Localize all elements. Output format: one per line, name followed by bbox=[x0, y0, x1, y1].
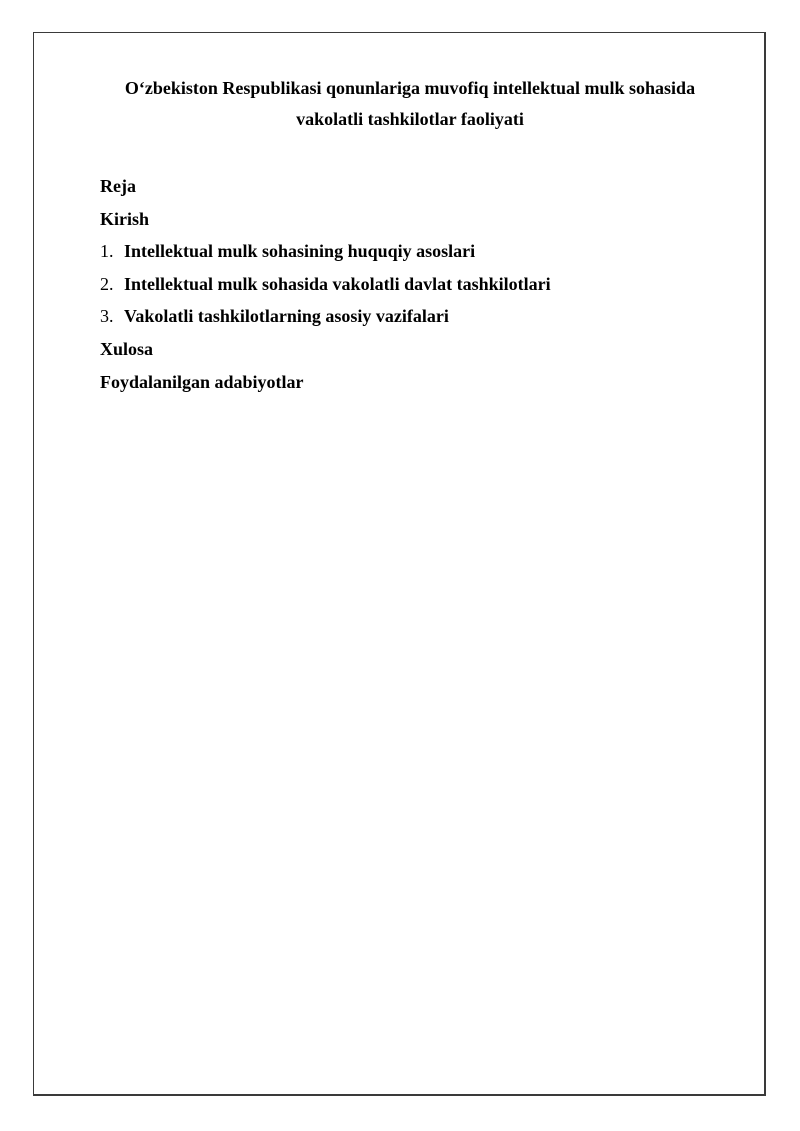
section-conclusion: Xulosa bbox=[100, 338, 154, 359]
section-item-1-number: 1. bbox=[100, 241, 114, 262]
plan-heading: Reja bbox=[100, 176, 136, 196]
section-introduction: Kirish bbox=[100, 208, 150, 229]
section-item-1 bbox=[100, 235, 740, 268]
section-item-3-text: Vakolatli tashkilotlarning asosiy vazifalari bbox=[124, 306, 449, 327]
section-item-3-number: 3. bbox=[100, 306, 114, 327]
section-item-2-text: Intellektual mulk sohasida vakolatli davlat tashkilotlari bbox=[124, 273, 551, 294]
section-item-1-text: Intellektual mulk sohasining huquqiy asoslari bbox=[124, 241, 476, 262]
plan-outline bbox=[100, 170, 740, 398]
document-title bbox=[60, 73, 760, 135]
section-item-2 bbox=[100, 268, 740, 301]
section-item-3 bbox=[100, 300, 740, 333]
section-references: Foydalanilgan adabiyotlar bbox=[100, 371, 304, 392]
title-line-2: vakolatli tashkilotlar faoliyati bbox=[296, 109, 524, 129]
section-item-2-number: 2. bbox=[100, 273, 114, 294]
title-line-1: O‘zbekiston Respublikasi qonunlariga muvofiq intellektual mulk sohasida bbox=[124, 78, 696, 98]
